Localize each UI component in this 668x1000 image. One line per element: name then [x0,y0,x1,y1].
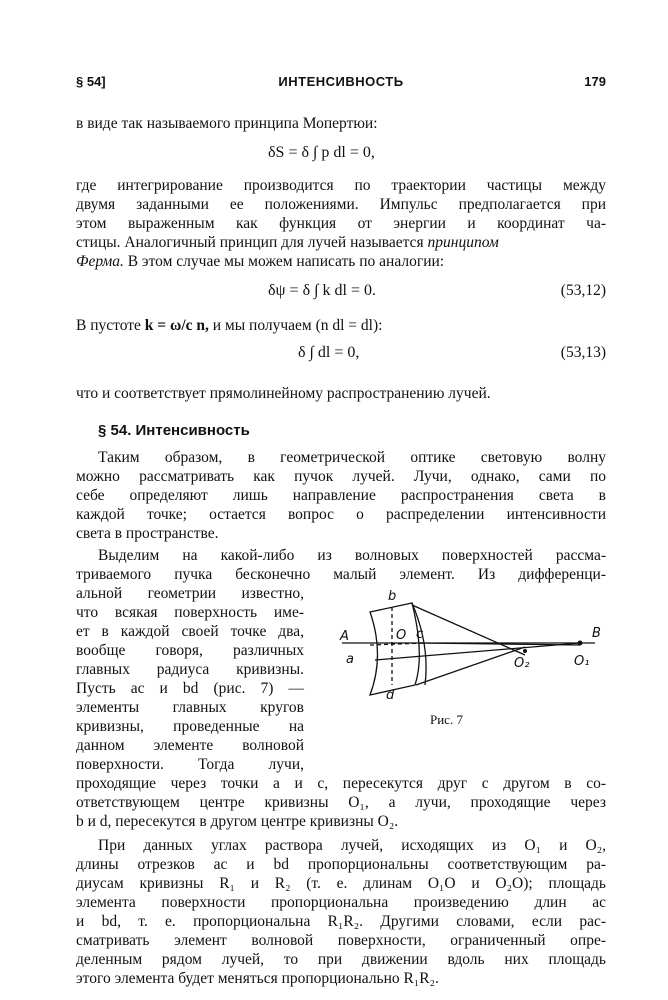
text-line: b и d, пересекутся в другом центре кривизны O₂. [76,813,399,830]
text-line: можно рассматривать как пучок лучей. Лучи, однако, сами по [76,468,606,485]
text-line: элемента поверхности пропорциональна произведению длин ac [76,894,606,911]
section-marker: § 54] [76,74,106,89]
text-line: каждой точке; остается вопрос о распределении интенсивности [76,506,606,523]
text-line: данном элементе волновой [76,737,304,754]
text-line: этого элемента будет меняться пропорционально R₁R₂. [76,970,439,987]
text-line: Выделим на какой-либо из волновых поверхностей рассма- [98,547,606,564]
text-line: альной геометрии известно, [76,585,304,602]
equation-fermat: δψ = δ ∫ k dl = 0. [268,282,376,299]
text-line [76,316,606,335]
text-line: При данных углах раствора лучей, исходящих из O₁ и O₂, [98,837,606,854]
running-title: ИНТЕНСИВНОСТЬ [278,74,404,89]
text-line [76,252,606,271]
label-O: O [396,628,407,643]
text-line: двумя заданными ее положениями. Импульс предполагается при [76,196,606,213]
label-d: d [386,688,395,703]
label-A: A [340,629,349,644]
label-c: c [416,627,424,642]
text-line: поверхности. Тогда лучи, [76,756,304,773]
text-line: в виде так называемого принципа Мопертюи: [76,115,378,132]
text-line: деленным рядом лучей, то при движении вдоль них площадь [76,951,606,968]
label-B: B [592,626,601,641]
text-line: что всякая поверхность име- [76,604,304,621]
text-line: и bd, т. е. пропорциональна R₁R₂. Другими словами, если рас- [76,913,606,930]
text-span: В этом случае мы можем написать по аналогии: [123,253,445,270]
text-line: длины отрезков ac и bd пропорциональны соответствующим ра- [76,856,606,873]
text-line: ет в каждой своей точке два, [76,623,304,640]
term-fermat-principle: принципом [427,234,499,251]
text-line: сматривать элемент волновой поверхности, ограниченный опре- [76,932,606,949]
term-fermat: Ферма. [76,253,124,270]
text-line: триваемого пучка бесконечно малый элемент. Из дифференци- [76,566,606,583]
text-line: где интегрирование производится по траектории частицы между [76,177,606,194]
label-b: b [388,589,397,604]
wave-surface-element [370,603,419,695]
label-O2: O₂ [514,656,530,671]
running-header [76,74,606,94]
label-O1: O₁ [574,654,590,669]
text-line: вообще говоря, различных [76,642,304,659]
text-line [76,233,606,252]
ray-a [375,643,580,660]
ray-b [412,605,525,655]
figure-7-diagram [330,585,610,735]
text-line: диусам кривизны R₁ и R₂ (т. е. длинам O₁O и O₂O); площадь [76,875,606,892]
text-line: что и соответствует прямолинейному распространению лучей. [76,385,491,402]
text-span: В пустоте [76,317,145,334]
text-line: ответствующем центре кривизны O₁, а лучи, проходящие через [76,794,606,811]
text-line: главных радиуса кривизны. [76,661,304,678]
text-line: Пусть ac и bd (рис. 7) — [76,680,304,697]
text-span: стицы. Аналогичный принцип для лучей называется [76,234,428,251]
figure-caption: Рис. 7 [430,712,463,727]
text-line: этом выраженным как функция от энергии и координат ча- [76,215,606,232]
equation-number: (53,12) [560,282,606,299]
equation-number: (53,13) [560,344,606,361]
text-line: проходящие через точки a и c, пересекутся друг с другом в со- [76,775,606,792]
text-line: себе определяют лишь направление распространения света в [76,487,606,504]
text-line: света в пространстве. [76,525,219,542]
text-span: и мы получаем (n dl = dl): [208,317,383,334]
page-number: 179 [584,74,606,89]
text-line: Таким образом, в геометрической оптике световую волну [98,449,606,466]
equation-maupertuis: δS = δ ∫ p dl = 0, [268,144,375,161]
center-o2-dot [523,649,527,653]
center-o1-dot [578,641,583,646]
equation-straight: δ ∫ dl = 0, [298,344,360,361]
label-a: a [346,652,354,667]
text-line: кривизны, проведенные на [76,718,304,735]
text-line: элементы главных кругов [76,699,304,716]
section-heading: § 54. Интенсивность [98,422,250,439]
equation-vacuum: k = ω/c n, [144,317,209,334]
